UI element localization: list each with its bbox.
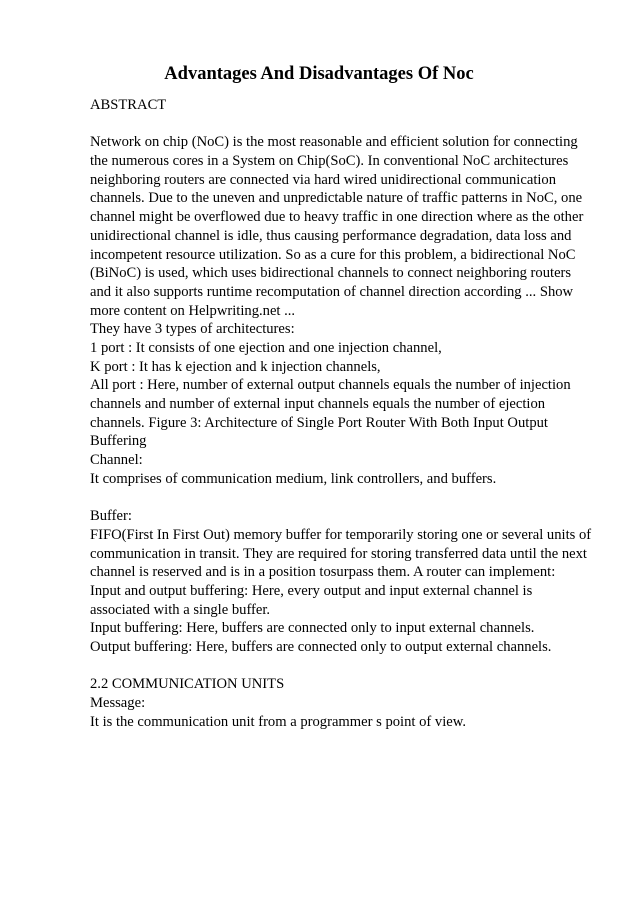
text-line: channels and number of external input channels equals the number of ejection xyxy=(90,396,546,412)
text-line: channel might be overflowed due to heavy traffic in one direction where as the other xyxy=(90,209,584,226)
text-line: 1 port : It consists of one ejection and one injection channel, xyxy=(90,339,442,356)
text-line: ABSTRACT xyxy=(90,97,167,113)
text-line: neighboring routers are connected via hard wired unidirectional communication xyxy=(90,171,557,188)
text-line: Output buffering: Here, buffers are connected only to output external channels. xyxy=(90,638,552,655)
text-line: channels. Due to the uneven and unpredictable nature of traffic patterns in NoC, one xyxy=(90,190,583,207)
text-line: communication in transit. They are required for storing transferred data until the next xyxy=(90,545,587,562)
text-line: Network on chip (NoC) is the most reasonable and efficient solution for connecting xyxy=(90,134,578,151)
paragraph-gap xyxy=(90,488,596,507)
text-line: FIFO(First In First Out) memory buffer for temporarily storing one or several units of xyxy=(90,526,592,543)
text-line: the numerous cores in a System on Chip(SoC). In conventional NoC architectures xyxy=(90,153,569,170)
text-line: channels. Figure 3: Architecture of Single Port Router With Both Input Output xyxy=(90,414,548,431)
text-line: 2.2 COMMUNICATION UNITS xyxy=(90,676,285,693)
text-line: It comprises of communication medium, link controllers, and buffers. xyxy=(90,470,497,487)
text-line: (BiNoC) is used, which uses bidirectional channels to connect neighboring routers xyxy=(90,265,572,282)
paragraph-gap xyxy=(90,657,596,676)
text-line: incompetent resource utilization. So as a cure for this problem, a bidirectional NoC xyxy=(90,246,576,263)
text-line: Input buffering: Here, buffers are connected only to input external channels. xyxy=(90,620,535,637)
paragraph-gap xyxy=(90,115,596,134)
text-line: All port : Here, number of external output channels equals the number of injection xyxy=(90,377,571,394)
text-line: channel is reserved and is in a position tosurpass them. A router can implement: xyxy=(90,564,556,581)
text-line: unidirectional channel is idle, thus causing performance degradation, data loss and xyxy=(90,227,572,244)
text-line: It is the communication unit from a programmer s point of view. xyxy=(90,713,466,730)
text-line: Message: xyxy=(90,695,146,711)
text-line: Input and output buffering: Here, every output and input external channel is xyxy=(90,582,533,599)
text-line: Buffering xyxy=(90,433,147,450)
document-body xyxy=(90,96,596,731)
text-line: Channel: xyxy=(90,452,143,469)
text-line: They have 3 types of architectures: xyxy=(90,321,295,338)
text-line: and it also supports runtime recomputation of channel direction according ... Show xyxy=(90,283,574,300)
document-title: Advantages And Disadvantages Of Noc xyxy=(164,64,474,84)
text-line: associated with a single buffer. xyxy=(90,601,271,618)
text-line: K port : It has k ejection and k injection channels, xyxy=(90,358,381,375)
text-line: Buffer: xyxy=(90,508,132,525)
text-line: more content on Helpwriting.net ... xyxy=(90,302,296,319)
